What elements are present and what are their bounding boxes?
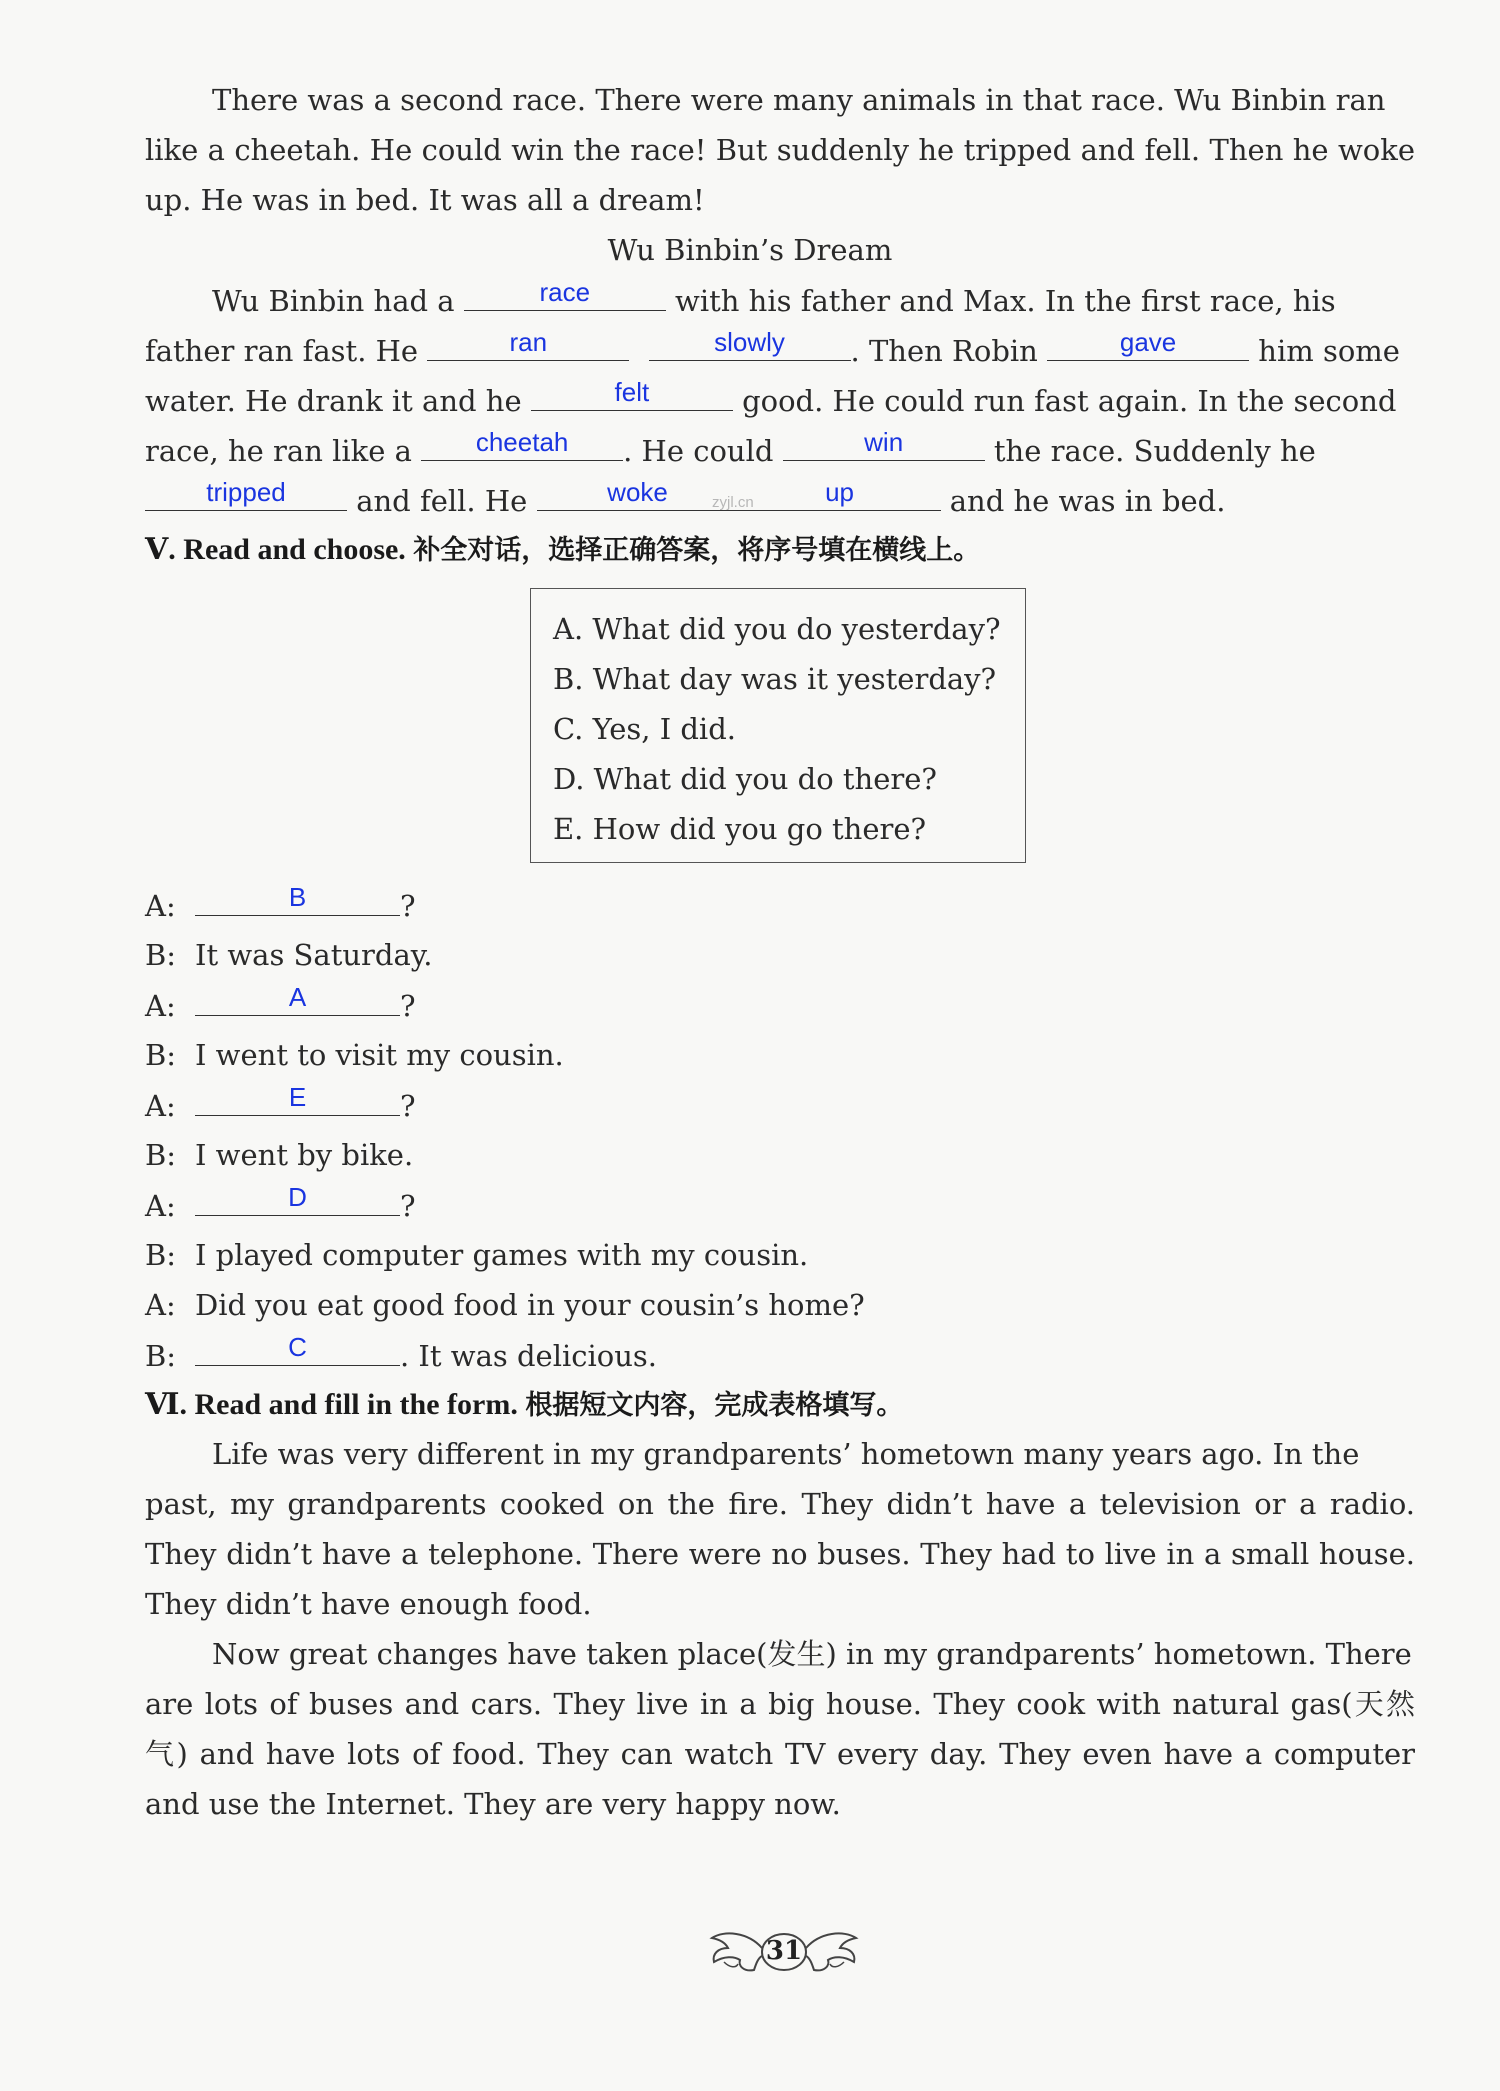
- story-line-2: like a cheetah. He could win the race! But suddenly he tripped and fell. Then he woke: [145, 133, 1415, 167]
- summary-text: water. He drank it and he: [145, 384, 522, 418]
- summary-text: . He could: [623, 434, 774, 468]
- dialog-a2: [145, 982, 416, 1026]
- dialog-text: I went by bike.: [195, 1138, 414, 1172]
- blank-race[interactable]: [464, 277, 666, 311]
- answer-race: race: [539, 277, 591, 307]
- blank-ran[interactable]: [427, 327, 629, 361]
- dialog-b4: [145, 1235, 808, 1275]
- watermark: zyjl.cn: [712, 494, 754, 511]
- dialog-b2: [145, 1035, 564, 1075]
- summary-text: Wu Binbin had a: [212, 284, 455, 318]
- speaker-b: B:: [145, 938, 177, 972]
- question-mark: ?: [400, 1089, 416, 1123]
- dialog-text: I played computer games with my cousin.: [195, 1238, 809, 1272]
- dialog-blank-2[interactable]: [195, 982, 400, 1016]
- answer-slowly: slowly: [714, 327, 785, 357]
- section-5-heading: [145, 530, 980, 571]
- dialog-blank-5[interactable]: [195, 1332, 400, 1366]
- section-6-heading: [145, 1385, 903, 1426]
- passage-p1-line-4: They didn’t have enough food.: [145, 1587, 592, 1621]
- summary-text: father ran fast. He: [145, 334, 419, 368]
- section-6-instruction: 根据短文内容，完成表格填写。: [525, 1390, 904, 1421]
- dialog-blank-4[interactable]: [195, 1182, 400, 1216]
- dialog-answer-2: A: [288, 982, 307, 1012]
- speaker-a: A:: [145, 889, 176, 923]
- dialog-text: I went to visit my cousin.: [195, 1038, 564, 1072]
- dialog-b3: [145, 1135, 413, 1175]
- answer-woke: woke: [607, 477, 668, 507]
- blank-up[interactable]: [739, 477, 941, 511]
- summary-line-4: [145, 427, 1316, 471]
- speaker-a: A:: [145, 1288, 176, 1322]
- section-5-title: Read and choose.: [183, 533, 406, 566]
- dialog-text: It was Saturday.: [195, 938, 433, 972]
- passage-p2-line-4: and use the Internet. They are very happy now.: [145, 1787, 841, 1821]
- page-number-badge: [704, 1924, 864, 1980]
- dialog-text: Did you eat good food in your cousin’s home?: [195, 1288, 865, 1322]
- speaker-a: A:: [145, 1089, 176, 1123]
- summary-text: the race. Suddenly he: [993, 434, 1316, 468]
- blank-felt[interactable]: [531, 377, 733, 411]
- dialog-a1: [145, 882, 416, 926]
- passage-p1-line-1: Life was very different in my grandparents’ hometown many years ago. In the: [212, 1437, 1360, 1471]
- blank-woke[interactable]: [537, 477, 739, 511]
- summary-line-3: [145, 377, 1397, 421]
- option-c: C. Yes, I did.: [553, 712, 736, 746]
- blank-slowly[interactable]: [649, 327, 851, 361]
- dialog-text: . It was delicious.: [400, 1339, 658, 1373]
- summary-text: race, he ran like a: [145, 434, 412, 468]
- page-number: 31: [765, 1936, 803, 1966]
- speaker-b: B:: [145, 1138, 177, 1172]
- question-mark: ?: [400, 989, 416, 1023]
- speaker-b: B:: [145, 1339, 177, 1373]
- summary-line-1: [212, 277, 1336, 321]
- option-e: E. How did you go there?: [553, 812, 927, 846]
- passage-p1-line-3: They didn’t have a telephone. There were no buses. They had to live in a small house.: [145, 1537, 1415, 1571]
- answer-felt: felt: [614, 377, 650, 407]
- dialog-b5: [145, 1332, 658, 1376]
- dialog-answer-4: D: [288, 1182, 307, 1212]
- speaker-a: A:: [145, 1189, 176, 1223]
- dialog-a5: [145, 1285, 865, 1325]
- speaker-b: B:: [145, 1238, 177, 1272]
- passage-p2-line-2: are lots of buses and cars. They live in a big house. They cook with natural gas(天然: [145, 1687, 1415, 1721]
- summary-title: Wu Binbin’s Dream: [607, 233, 893, 267]
- passage-p2-line-1: Now great changes have taken place(发生) in my grandparents’ hometown. There: [212, 1637, 1412, 1671]
- section-5-number: Ⅴ.: [145, 533, 176, 566]
- answer-tripped: tripped: [206, 477, 286, 507]
- dialog-answer-3: E: [288, 1082, 307, 1112]
- summary-text: him some: [1258, 334, 1400, 368]
- answer-up: up: [825, 477, 854, 507]
- speaker-b: B:: [145, 1038, 177, 1072]
- summary-text: with his father and Max. In the first race, his: [675, 284, 1336, 318]
- passage-p1-line-2: past, my grandparents cooked on the fire. They didn’t have a television or a radio.: [145, 1487, 1415, 1521]
- option-a: A. What did you do yesterday?: [553, 612, 1001, 646]
- dialog-answer-5: C: [288, 1332, 307, 1362]
- dialog-a4: [145, 1182, 416, 1226]
- question-mark: ?: [400, 889, 416, 923]
- blank-win[interactable]: [783, 427, 985, 461]
- blank-gave[interactable]: [1047, 327, 1249, 361]
- options-box: [530, 588, 1026, 863]
- summary-line-5: [145, 477, 1226, 521]
- summary-text: and he was in bed.: [949, 484, 1226, 518]
- story-line-1: There was a second race. There were many animals in that race. Wu Binbin ran: [212, 83, 1386, 117]
- summary-text: . Then Robin: [850, 334, 1038, 368]
- question-mark: ?: [400, 1189, 416, 1223]
- option-b: B. What day was it yesterday?: [553, 662, 997, 696]
- dialog-answer-1: B: [288, 882, 307, 912]
- blank-cheetah[interactable]: [421, 427, 623, 461]
- summary-text: good. He could run fast again. In the second: [742, 384, 1397, 418]
- summary-text: and fell. He: [356, 484, 528, 518]
- dialog-b1: [145, 935, 433, 975]
- option-d: D. What did you do there?: [553, 762, 937, 796]
- section-6-number: Ⅵ.: [145, 1388, 187, 1421]
- blank-tripped[interactable]: [145, 477, 347, 511]
- dialog-blank-1[interactable]: [195, 882, 400, 916]
- passage-p2-line-3: 气) and have lots of food. They can watch TV every day. They even have a computer: [145, 1737, 1415, 1771]
- answer-cheetah: cheetah: [475, 427, 569, 457]
- dialog-blank-3[interactable]: [195, 1082, 400, 1116]
- dialog-a3: [145, 1082, 416, 1126]
- section-5-instruction: 补全对话，选择正确答案，将序号填在横线上。: [413, 535, 981, 566]
- story-line-3: up. He was in bed. It was all a dream!: [145, 183, 705, 217]
- section-6-title: Read and fill in the form.: [194, 1388, 518, 1421]
- speaker-a: A:: [145, 989, 176, 1023]
- answer-win: win: [864, 427, 904, 457]
- answer-ran: ran: [509, 327, 548, 357]
- summary-line-2: [145, 327, 1400, 371]
- answer-gave: gave: [1119, 327, 1177, 357]
